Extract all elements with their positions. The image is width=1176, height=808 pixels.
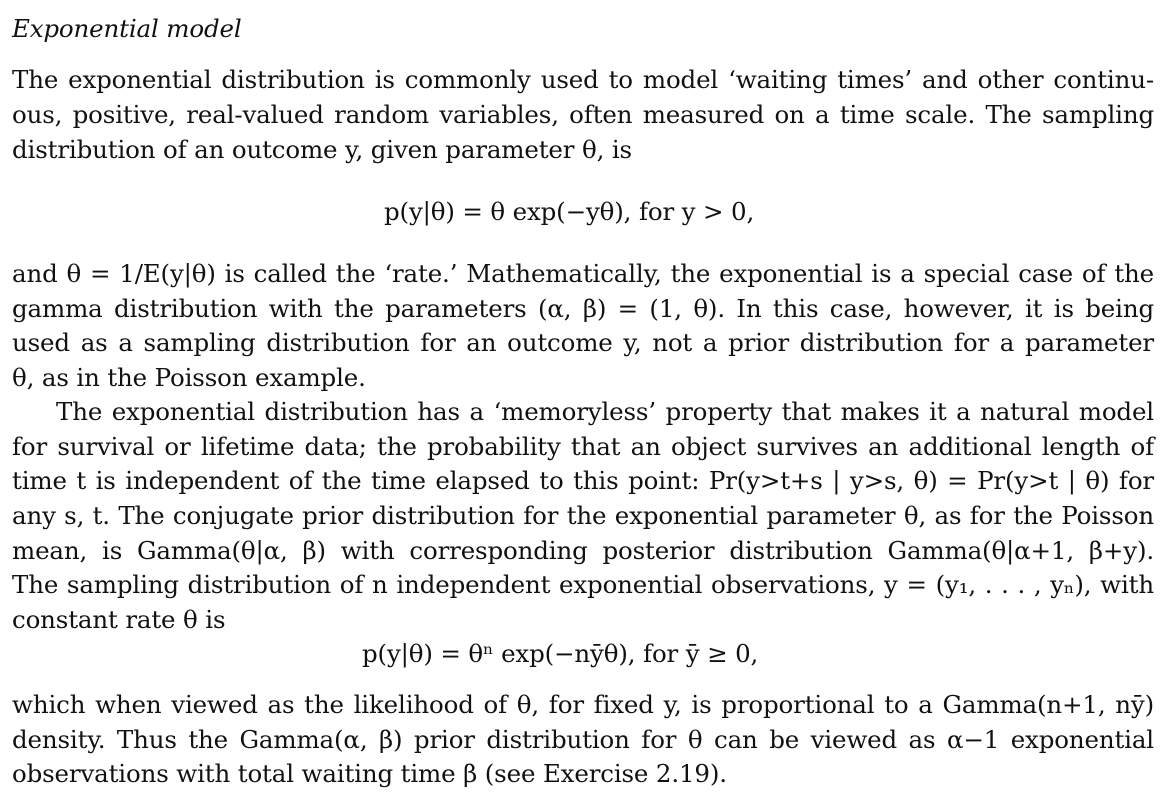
paragraph2-line-3: used as a sampling distribution for an outcome y, not a prior distribution for a parameter xyxy=(12,328,1154,357)
paragraph1-line-3: distribution of an outcome y, given parameter θ, is xyxy=(12,135,632,164)
equation-exponential-density: p(y|θ) = θ exp(−yθ), for y > 0, xyxy=(384,197,755,226)
paragraph1-line-1: The exponential distribution is commonly used to model ‘waiting times’ and other continu- xyxy=(12,65,1154,94)
paragraph3-line-7: constant rate θ is xyxy=(12,605,226,634)
paragraph3-line-5: mean, is Gamma(θ|α, β) with corresponding posterior distribution Gamma(θ|α+1, β+y). xyxy=(12,536,1154,565)
paragraph3-line-2: for survival or lifetime data; the probability that an object survives an additional length of xyxy=(12,432,1154,461)
paragraph3-line-4: any s, t. The conjugate prior distribution for the exponential parameter θ, as for the Poisson xyxy=(12,501,1154,530)
section-heading: Exponential model xyxy=(12,14,242,43)
paragraph2-line-4: θ, as in the Poisson example. xyxy=(12,363,366,392)
equation-likelihood: p(y|θ) = θⁿ exp(−nȳθ), for ȳ ≥ 0, xyxy=(362,639,759,668)
paragraph4-line-2: density. Thus the Gamma(α, β) prior distribution for θ can be viewed as α−1 exponential xyxy=(12,725,1154,754)
paragraph3-line-1: The exponential distribution has a ‘memoryless’ property that makes it a natural model xyxy=(56,397,1154,426)
paragraph2-line-1: and θ = 1/E(y|θ) is called the ‘rate.’ Mathematically, the exponential is a special case of the xyxy=(12,259,1154,288)
paragraph3-line-6: The sampling distribution of n independent exponential observations, y = (y₁, . . . , yₙ), with xyxy=(12,570,1154,599)
paragraph4-line-3: observations with total waiting time β (see Exercise 2.19). xyxy=(12,759,727,788)
paragraph4-line-1: which when viewed as the likelihood of θ, for fixed y, is proportional to a Gamma(n+1, nȳ) xyxy=(12,690,1154,719)
paragraph2-line-2: gamma distribution with the parameters (α, β) = (1, θ). In this case, however, it is being xyxy=(12,294,1154,323)
paragraph3-line-3: time t is independent of the time elapsed to this point: Pr(y>t+s | y>s, θ) = Pr(y>t | θ) for xyxy=(12,466,1154,495)
paragraph1-line-2: ous, positive, real-valued random variables, often measured on a time scale. The sampling xyxy=(12,100,1154,129)
